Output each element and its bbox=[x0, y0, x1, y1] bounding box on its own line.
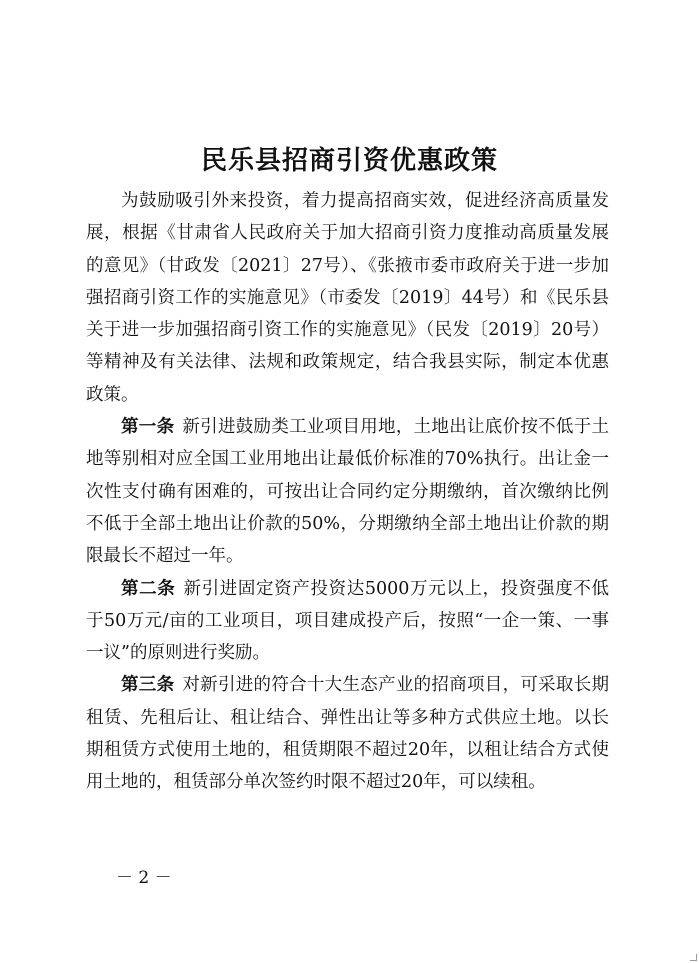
article-3-paragraph bbox=[86, 669, 609, 798]
article-1-text: 新引进鼓励类工业项目用地，土地出让底价按不低于土地等别相对应全国工业用地出让最低价标准的70%执行。出让金一次性支付确有困难的，可按出让合同约定分期缴纳，首次缴纳比例不低于全部土地出让价款的50%，分期缴纳全部土地出让价款的期限最长不超过一年。 bbox=[86, 417, 610, 567]
article-1-paragraph bbox=[86, 411, 609, 572]
page-title: 民乐县招商引资优惠政策 bbox=[200, 146, 498, 177]
article-3-heading: 第三条 bbox=[121, 675, 175, 696]
document-body bbox=[86, 185, 609, 799]
article-2-heading: 第二条 bbox=[121, 578, 176, 599]
article-1-heading: 第一条 bbox=[121, 417, 175, 438]
intro-paragraph: 为鼓励吸引外来投资，着力提高招商实效，促进经济高质量发展，根据《甘肃省人民政府关于加大招商引资力度推动高质量发展的意见》（甘政发〔2021〕27号）、《张掖市委市政府关于进一步加强招商引资工作的实施意见》（市委发〔2019〕44号）和《民乐县关于进一步加强招商引资工作的实施意见》（民发〔2019〕20号）等精神及有关法律、法规和政策规定，结合我县实际，制定本优惠政策。 bbox=[86, 191, 609, 405]
article-2-text: 新引进固定资产投资达5000万元以上，投资强度不低于50万元/亩的工业项目，项目建成投产后，按照“一企一策、一事一议”的原则进行奖励。 bbox=[86, 578, 609, 664]
page-corner-mark bbox=[690, 954, 697, 961]
article-2-paragraph bbox=[86, 573, 609, 670]
article-3-text: 对新引进的符合十大生态产业的招商项目，可采取长期租赁、先租后让、租让结合、弹性出让等多种方式供应土地。以长期租赁方式使用土地的，租赁期限不超过20年，以租让结合方式使用土地的，租赁部分单次签约时限不超过20年，可以续租。 bbox=[86, 675, 610, 793]
page-number: － 2 － bbox=[116, 868, 172, 888]
